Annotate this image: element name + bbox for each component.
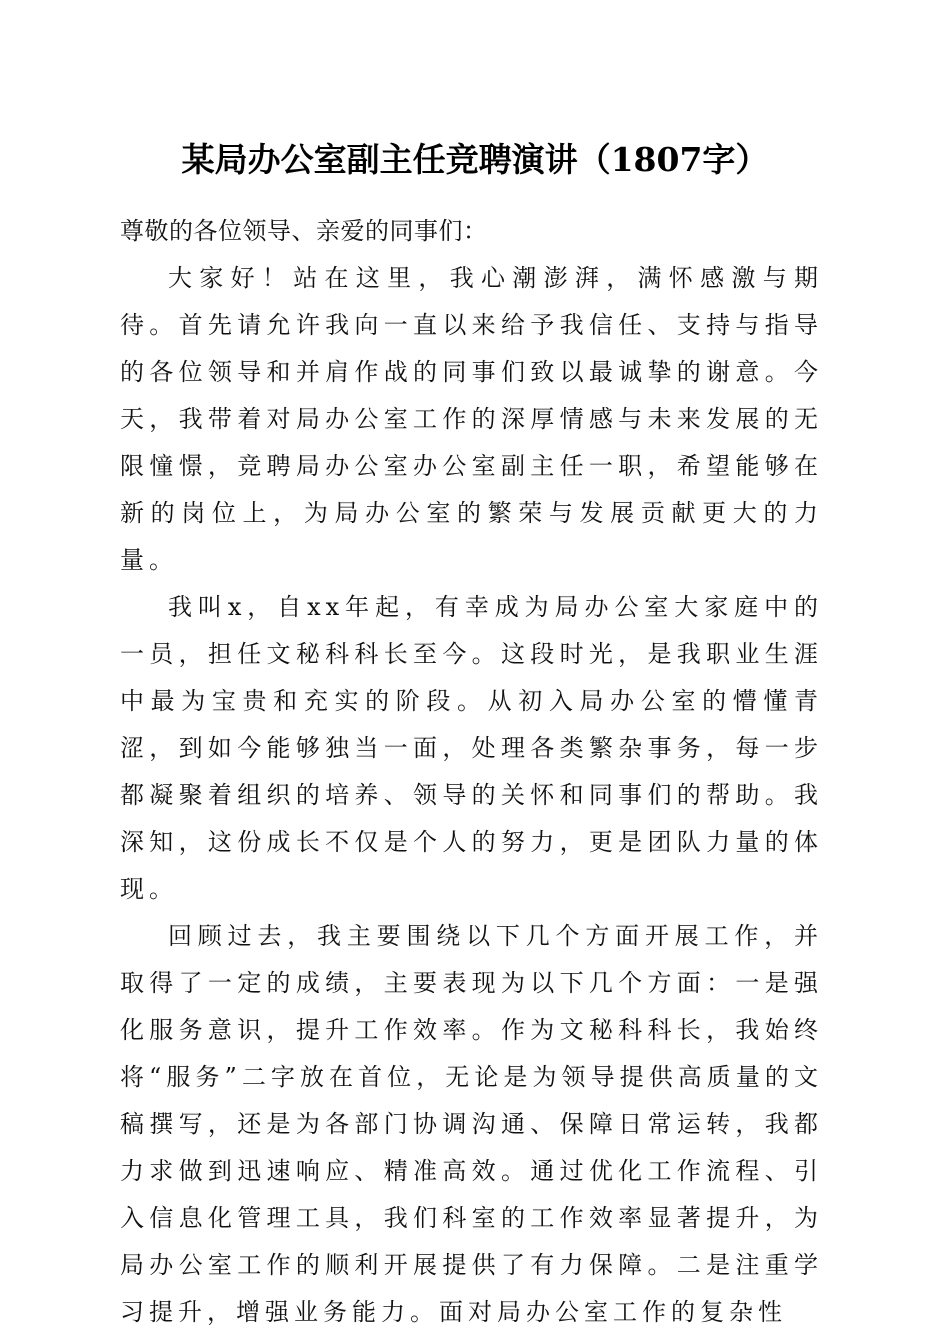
document-title: 某局办公室副主任竞聘演讲（1807字） — [181, 140, 769, 179]
salutation: 尊敬的各位领导、亲爱的同事们： — [120, 217, 488, 245]
document-body — [120, 208, 823, 1336]
paragraph-review: 回顾过去，我主要围绕以下几个方面开展工作，并取得了一定的成绩，主要表现为以下几个方面：一是强化服务意识，提升工作效率。作为文秘科科长，我始终将“服务”二字放在首位，无论是为领导提供高质量的文稿撰写，还是为各部门协调沟通、保障日常运转，我都力求做到迅速响应、精准高效。通过优化工作流程、引入信息化管理工具，我们科室的工作效率显著提升，为局办公室工作的顺利开展提供了有力保障。二是注重学习提升，增强业务能力。面对局办公室工作的复杂性 — [120, 922, 823, 1326]
paragraph-introduction: 我叫x，自xx年起，有幸成为局办公室大家庭中的一员，担任文秘科科长至今。这段时光，是我职业生涯中最为宝贵和充实的阶段。从初入局办公室的懵懂青涩，到如今能够独当一面，处理各类繁杂事务，每一步都凝聚着组织的培养、领导的关怀和同事们的帮助。我深知，这份成长不仅是个人的努力，更是团队力量的体现。 — [120, 593, 823, 903]
paragraph-opening: 大家好！站在这里，我心潮澎湃，满怀感激与期待。首先请允许我向一直以来给予我信任、支持与指导的各位领导和并肩作战的同事们致以最诚挚的谢意。今天，我带着对局办公室工作的深厚情感与未来发展的无限憧憬，竞聘局办公室办公室副主任一职，希望能够在新的岗位上，为局办公室的繁荣与发展贡献更大的力量。 — [120, 264, 823, 574]
